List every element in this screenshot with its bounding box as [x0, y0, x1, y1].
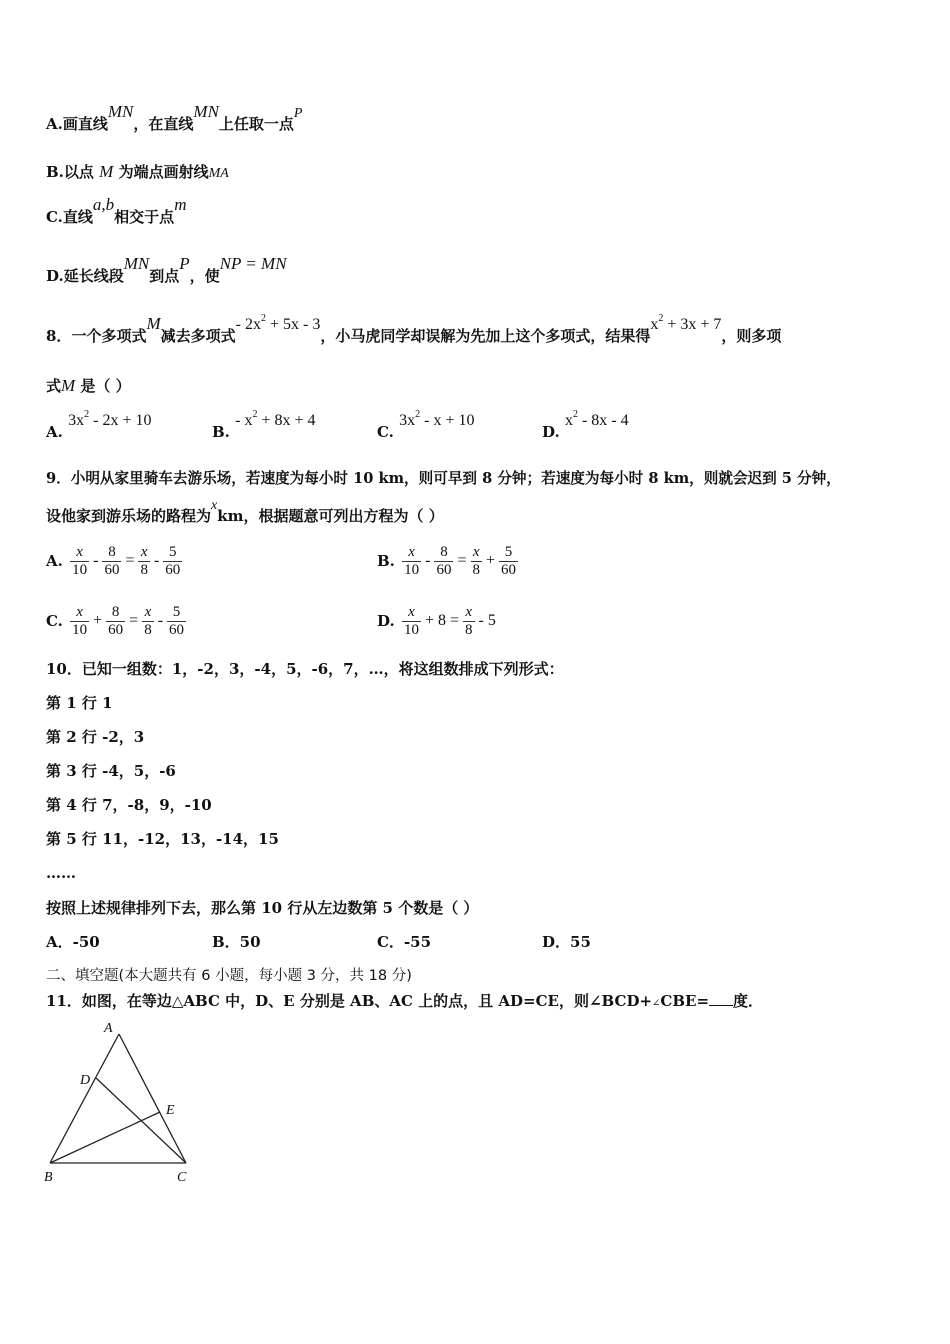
- q8-text2: 减去多项式: [160, 327, 236, 345]
- q8-stem-line1: [46, 313, 782, 349]
- label-d: D: [80, 1073, 91, 1088]
- q9-option-a: [46, 540, 184, 581]
- q8b-expr: [235, 409, 316, 429]
- equals-sign: =: [457, 552, 467, 569]
- numerator: x: [70, 544, 89, 562]
- q8-text3: ，小马虎同学却误解为先加上这个多项式，结果得: [320, 327, 651, 345]
- fraction: [102, 544, 121, 579]
- q9-line2-text2: km，根据题意可列出方程为（ ）: [217, 507, 444, 525]
- fraction: [142, 604, 154, 639]
- q7b-text2: 为端点画射线: [118, 163, 209, 181]
- math-m: m: [174, 195, 187, 214]
- q8c-expr: [399, 409, 475, 429]
- q7d-text1: 延长线段: [63, 267, 124, 285]
- numerator: 5: [167, 604, 186, 622]
- numerator: x: [471, 544, 483, 562]
- q10-option-a: A．-50: [46, 933, 100, 951]
- denominator: 10: [72, 561, 88, 578]
- q10-option-d: D．55: [542, 933, 591, 951]
- denominator: 8: [140, 561, 148, 578]
- operator: +: [93, 612, 103, 629]
- numerator: x: [463, 604, 475, 622]
- q8a-expr: [68, 409, 152, 429]
- numerator: 5: [499, 544, 518, 562]
- numerator: 5: [163, 544, 182, 562]
- numerator: 8: [106, 604, 125, 622]
- denominator: 60: [104, 561, 120, 578]
- label-b: B: [44, 1170, 53, 1185]
- denominator: 60: [165, 561, 181, 578]
- q11-text-b: CBE=: [660, 992, 710, 1010]
- option-label: C.: [46, 208, 63, 226]
- denominator: 60: [501, 561, 517, 578]
- option-label: A.: [46, 423, 63, 441]
- q10-question: 按照上述规律排列下去，那么第 10 行从左边数第 5 个数是（ ）: [46, 899, 479, 917]
- numerator: x: [402, 604, 421, 622]
- q7-option-d: [46, 254, 287, 286]
- option-label: A.: [46, 115, 63, 133]
- fraction: [70, 604, 89, 639]
- expr1-part-b: + 5x - 3: [265, 316, 321, 333]
- fraction: [402, 604, 421, 639]
- equals-sign: =: [125, 552, 135, 569]
- expr-b: - x + 10: [420, 412, 475, 429]
- operator: -: [93, 552, 99, 569]
- expr-b: - 8x - 4: [577, 412, 629, 429]
- expr2-part-a: x: [650, 316, 659, 333]
- expr-sup: 2: [572, 409, 578, 420]
- section-title: 二、填空题(本大题共有 6 小题，每小题 3 分，共 18 分): [46, 968, 412, 984]
- fraction: [463, 604, 475, 639]
- math-x: x: [211, 498, 218, 513]
- expr-sup: 2: [252, 409, 258, 420]
- math-M: M: [146, 314, 161, 333]
- q7-option-a: [46, 102, 303, 136]
- q10-stem: 10．已知一组数：1，-2，3，-4，5，-6，7，…，将这组数排成下列形式：: [46, 660, 564, 678]
- side-ab: [50, 1034, 119, 1163]
- q10-option-c: C．-55: [377, 933, 432, 951]
- q10-row-3: 第 3 行 -4，5，-6: [46, 762, 176, 780]
- q8-option-d: [542, 409, 629, 445]
- denominator: 8: [144, 621, 152, 638]
- option-label: C.: [377, 423, 394, 441]
- denominator: 10: [404, 561, 420, 578]
- q10-option-b: B．50: [212, 933, 261, 951]
- expr-b: + 8x + 4: [257, 412, 316, 429]
- operator: -: [425, 552, 431, 569]
- q8d-expr: [564, 409, 629, 429]
- q7b-text1: 以点: [63, 163, 94, 181]
- q8-option-a: [46, 409, 152, 445]
- q7a-text3: 上任取一点: [218, 115, 294, 133]
- q8-line2-text2: 是（ ）: [80, 377, 131, 395]
- option-label: D.: [542, 423, 560, 441]
- operator: +: [486, 552, 496, 569]
- expr-a: 3x: [399, 412, 416, 429]
- numerator: 8: [102, 544, 121, 562]
- q9-stem-line1: 9．小明从家里骑车去游乐场，若速度为每小时 10 km，则可早到 8 分钟；若速度为每小时 8 km，则就会迟到 5 分钟，: [46, 470, 841, 487]
- math-ab: a,b: [92, 195, 115, 214]
- question-number: 8．: [46, 327, 72, 345]
- fraction: [471, 544, 483, 579]
- option-label: B.: [377, 552, 395, 570]
- label-a: A: [104, 1021, 113, 1036]
- q7a-text2: ，在直线: [133, 115, 194, 133]
- math-M: M: [99, 162, 114, 181]
- operator: -: [157, 612, 164, 629]
- q9-option-d: [377, 600, 498, 641]
- denominator: 10: [72, 621, 88, 638]
- math-MN: MN: [123, 254, 150, 273]
- option-label: D.: [377, 612, 395, 630]
- expr-sup: 2: [84, 409, 90, 420]
- q10-row-5: 第 5 行 11，-12，13，-14，15: [46, 830, 279, 848]
- math-NP-eq-MN: NP = MN: [219, 254, 287, 273]
- denominator: 60: [169, 621, 185, 638]
- denominator: 8: [472, 561, 480, 578]
- expr-b: - 2x + 10: [89, 412, 152, 429]
- q10-row-2: 第 2 行 -2，3: [46, 728, 145, 746]
- q8-stem-line2: [46, 376, 131, 396]
- expr-a: - x: [235, 412, 253, 429]
- equals-sign: =: [129, 612, 139, 629]
- q8-option-b: [212, 409, 316, 445]
- expr-a: x: [564, 412, 573, 429]
- numerator: x: [138, 544, 150, 562]
- q10-row-4: 第 4 行 7，-8，9，-10: [46, 796, 212, 814]
- q9-stem-line2: [46, 498, 444, 528]
- option-label: B.: [212, 423, 230, 441]
- q9-line2-text1: 设他家到游乐场的路程为: [46, 507, 212, 525]
- segment-be: [50, 1112, 160, 1163]
- q11-text-c: 度．: [733, 992, 764, 1010]
- fraction: [167, 604, 186, 639]
- fraction: [434, 544, 453, 579]
- fraction: [499, 544, 518, 579]
- q7-option-c: [46, 195, 187, 227]
- q8-text4: ，则多项: [721, 327, 782, 345]
- operator: - 5: [478, 612, 496, 629]
- fraction: [138, 544, 150, 579]
- fraction: [402, 544, 421, 579]
- q11-stem: [46, 991, 763, 1014]
- q7d-text2: 到点: [149, 267, 180, 285]
- math-MN: MN: [107, 102, 134, 121]
- q10-row-1: 第 1 行 1: [46, 694, 113, 712]
- expr1-sup: 2: [260, 313, 266, 324]
- q7d-text3: ，使: [189, 267, 220, 285]
- q7-option-b: [46, 162, 229, 184]
- option-label: C.: [46, 612, 63, 630]
- numerator: x: [70, 604, 89, 622]
- numerator: x: [402, 544, 421, 562]
- q9-option-b: [377, 540, 520, 581]
- denominator: 10: [403, 621, 419, 638]
- option-label: B.: [46, 163, 64, 181]
- math-expr2: [650, 313, 722, 333]
- side-ac: [119, 1034, 186, 1163]
- option-label: A.: [46, 552, 63, 570]
- math-P: P: [293, 106, 303, 121]
- operator: + 8: [424, 612, 446, 629]
- denominator: 60: [108, 621, 124, 638]
- q7c-text1: 直线: [62, 208, 93, 226]
- denominator: 60: [436, 561, 452, 578]
- q11-text-a: 11．如图，在等边△ABC 中，D、E 分别是 AB、AC 上的点，且 AD=CE，则∠BCD+: [46, 992, 653, 1010]
- math-MN-2: MN: [193, 102, 219, 121]
- option-label: D.: [46, 267, 64, 285]
- math-P: P: [179, 254, 190, 273]
- expr1-part-a: - 2x: [235, 316, 261, 333]
- fraction: [70, 544, 89, 579]
- q8-line2-text1: 式: [46, 377, 62, 395]
- q9-option-c: [46, 600, 188, 641]
- label-e: E: [166, 1103, 175, 1118]
- label-c: C: [177, 1170, 187, 1185]
- angle-symbol: ∠: [652, 998, 661, 1009]
- math-MA: MA: [208, 166, 229, 181]
- fraction: [163, 544, 182, 579]
- expr2-part-b: + 3x + 7: [663, 316, 722, 333]
- math-M: M: [61, 376, 76, 395]
- numerator: 8: [434, 544, 453, 562]
- q7a-text1: 画直线: [62, 115, 108, 133]
- answer-blank[interactable]: [709, 991, 733, 1006]
- q8-option-c: [377, 409, 475, 445]
- numerator: x: [142, 604, 154, 622]
- expr-sup: 2: [415, 409, 421, 420]
- q7c-text2: 相交于点: [114, 208, 175, 226]
- fraction: [106, 604, 125, 639]
- denominator: 8: [465, 621, 473, 638]
- math-expr1: [235, 313, 321, 333]
- expr2-sup: 2: [658, 313, 664, 324]
- q8-text1: 一个多项式: [71, 327, 147, 345]
- q10-ellipsis: ……: [46, 864, 76, 882]
- operator: -: [153, 552, 160, 569]
- equals-sign: =: [449, 612, 459, 629]
- expr-a: 3x: [68, 412, 85, 429]
- triangle-figure: [40, 1018, 200, 1188]
